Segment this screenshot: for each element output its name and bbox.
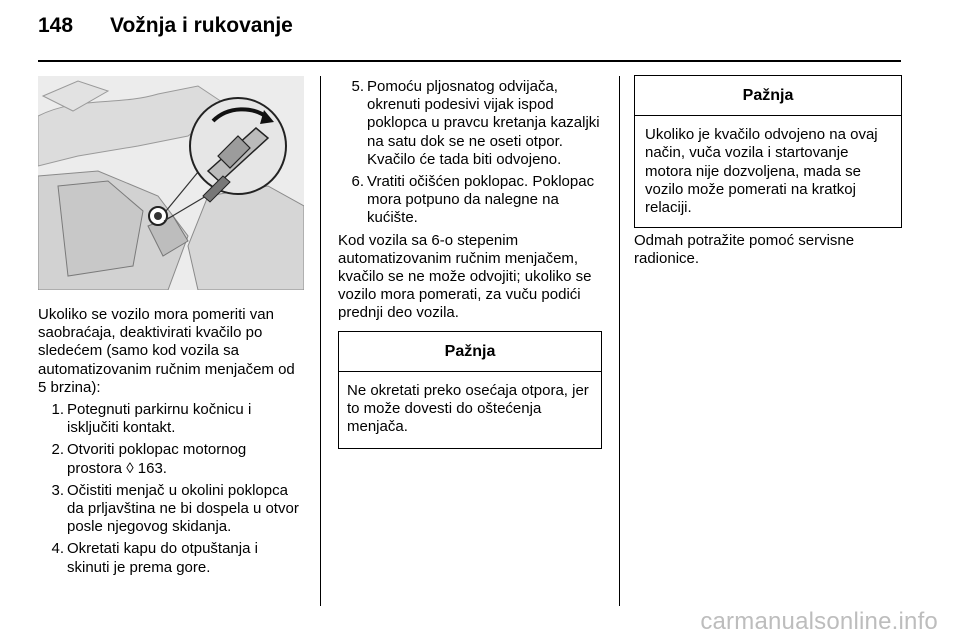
- intro-paragraph: Ukoliko se vozilo mora pomeriti van saobraćaja, deaktivirati kvačilo po sledećem (samo kod vozila sa automatizovanim ručnim menjačem od 5 brzina):: [38, 306, 295, 396]
- step-text: Potegnuti parkirnu kočnicu i isključiti kontakt.: [67, 401, 252, 437]
- body-paragraph: Odmah potražite pomoć servisne radionice.: [634, 232, 855, 268]
- step-number: 5.: [351, 78, 364, 95]
- list-item: [38, 482, 304, 537]
- step-text: Pomoću pljosnatog odvijača, okrenuti podesivi vijak ispod poklopca u pravcu kretanja kazaljki na satu dok se ne oseti otpor. Kvačilo će tada biti odvojeno.: [367, 78, 600, 168]
- warning-title: Pažnja: [339, 332, 601, 372]
- watermark: carmanualsonline.info: [700, 608, 938, 635]
- list-item: [338, 78, 602, 169]
- steps-list-2: [338, 78, 602, 228]
- list-item: [338, 173, 602, 228]
- warning-title: Pažnja: [635, 76, 901, 116]
- step-text: Očistiti menjač u okolini poklopca da prljavština ne bi dospela u otvor posle njegovog skidanja.: [67, 481, 299, 536]
- step-number: 3.: [51, 481, 64, 499]
- step-text: Okretati kapu do otpuštanja i skinuti je prema gore.: [67, 540, 258, 576]
- column-3: [634, 232, 900, 272]
- list-item: [38, 441, 304, 477]
- header-rule: [38, 60, 901, 62]
- step-text: Vratiti očišćen poklopac. Poklopac mora potpuno da nalegne na kućište.: [367, 173, 595, 227]
- warning-body: Ne okretati preko osećaja otpora, jer to može dovesti do oštećenja menjača.: [347, 381, 589, 436]
- warning-body: Ukoliko je kvačilo odvojeno na ovaj način, vuča vozila i startovanje motora nije dozvoljena, mada se vozilo može pomerati na kratkoj relaciji.: [645, 126, 878, 217]
- body-paragraph: Kod vozila sa 6-o stepenim automatizovanim ručnim menjačem, kvačilo se ne može odvojiti; ukoliko se vozilo mora pomerati, za vuču podići prednji deo vozila.: [338, 231, 592, 322]
- page-number: 148: [38, 14, 74, 37]
- step-text: Otvoriti poklopac motornog prostora ◊ 163.: [67, 441, 247, 477]
- step-number: 4.: [51, 540, 64, 558]
- step-number: 2.: [51, 441, 64, 459]
- step-number: 6.: [351, 173, 364, 191]
- column-2: [338, 78, 602, 449]
- step-number: 1.: [51, 401, 64, 419]
- column-divider-2: [619, 76, 620, 606]
- list-item: [38, 401, 304, 437]
- warning-box: [338, 331, 602, 450]
- steps-list-1: [38, 401, 304, 577]
- column-divider-1: [320, 76, 321, 606]
- page-title: Vožnja i rukovanje: [110, 14, 293, 37]
- list-item: [38, 540, 304, 576]
- warning-box: [634, 75, 902, 228]
- engine-bay-illustration: [38, 76, 304, 290]
- column-1: [38, 306, 304, 581]
